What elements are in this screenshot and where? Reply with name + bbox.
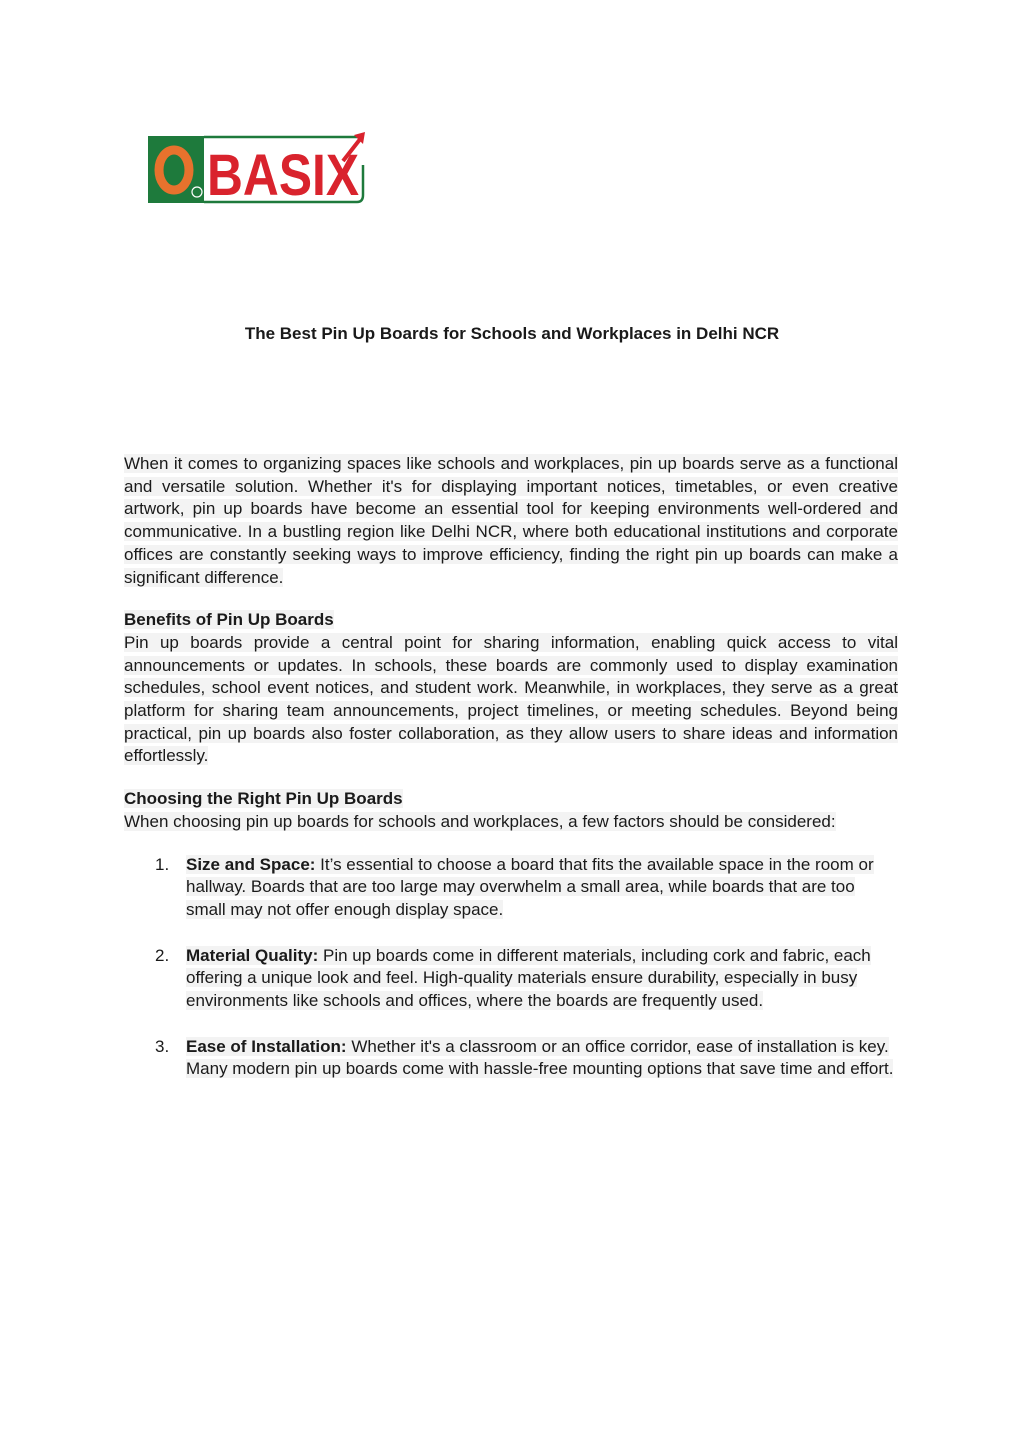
list-item-number: 1. [155,854,170,874]
benefits-text: Pin up boards provide a central point for sharing information, enabling quick access to vital announcements or updates. In schools, these boards are commonly used to display examination schedules, school event notices, and student work. Meanwhile, in workplaces, they serve as a great platform for sharing team announcements, project timelines, or meeting schedules. Beyond being practical, pin up boards also foster collaboration, as they allow users to share ideas and information effortlessly. [124,632,898,766]
choosing-intro-paragraph [124,811,898,834]
choosing-intro-text: When choosing pin up boards for schools and workplaces, a few factors should be considered: [124,811,836,831]
choosing-heading [124,788,898,811]
list-item-term: Ease of Installation: [186,1036,347,1056]
list-item-content [186,855,874,919]
list-item-number: 2. [155,945,170,965]
document-title: The Best Pin Up Boards for Schools and Workplaces in Delhi NCR [244,324,780,343]
list-item-content [186,1037,893,1079]
benefits-paragraph [124,632,898,768]
document-body [124,453,898,1104]
benefits-heading-text: Benefits of Pin Up Boards [124,610,334,630]
list-item-text: It’s essential to choose a board that fits the available space in the room or hallway. Boards that are too large may overwhelm a small area, while boards that are too small may not offer enough display space. [186,854,874,919]
list-item-text: Pin up boards come in different materials, including cork and fabric, each offering a unique look and feel. High-quality materials ensure durability, especially in busy environments like schools and offices, where the boards are frequently used. [186,945,871,1011]
list-item-text: Whether it's a classroom or an office corridor, ease of installation is key. Many modern pin up boards come with hassle-free mounting options that save time and effort. [186,1036,894,1079]
logo-wordmark: BASIX [207,143,360,205]
intro-text: When it comes to organizing spaces like schools and workplaces, pin up boards serve as a functional and versatile solution. Whether it's for displaying important notices, timetables, or even creative artwork, pin up boards have become an essential tool for keeping environments well-ordered and communicative. In a bustling region like Delhi NCR, where both educational institutions and corporate offices are constantly seeking ways to improve efficiency, finding the right pin up boards can make a significant difference. [124,454,898,587]
obasix-logo-graphic [147,131,367,205]
list-item-term: Material Quality: [186,945,319,965]
list-item-number: 3. [155,1036,170,1056]
brand-logo [147,131,367,205]
choosing-heading-text: Choosing the Right Pin Up Boards [124,789,403,809]
list-item-content [186,946,871,1010]
benefits-heading [124,609,898,632]
list-item [124,854,898,922]
list-item-term: Size and Space: [186,854,316,874]
list-item [124,945,898,1013]
factors-list [124,854,898,1082]
intro-paragraph [124,453,898,589]
list-item [124,1036,898,1081]
